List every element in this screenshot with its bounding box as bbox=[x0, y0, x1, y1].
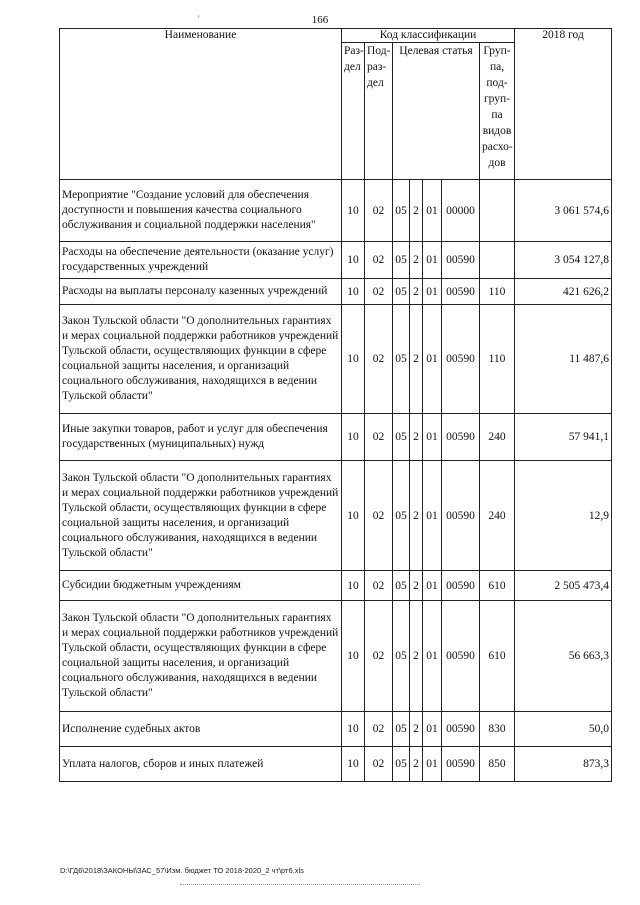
row-razdel: 10 bbox=[342, 461, 365, 571]
row-razdel: 10 bbox=[342, 242, 365, 279]
row-name: Мероприятие "Создание условий для обеспечения доступности и повышения качества социального обслуживания и социальной поддержки населения" bbox=[60, 180, 342, 242]
table-row bbox=[60, 279, 612, 305]
row-target-measure: 01 bbox=[423, 180, 442, 242]
row-name: Субсидии бюджетным учреждениям bbox=[60, 571, 342, 601]
row-target-subprogram: 2 bbox=[410, 712, 423, 747]
row-razdel: 10 bbox=[342, 305, 365, 414]
table-row bbox=[60, 601, 612, 712]
row-target-program: 05 bbox=[393, 571, 410, 601]
row-target-subprogram: 2 bbox=[410, 180, 423, 242]
row-amount: 56 663,3 bbox=[515, 601, 612, 712]
footer-path: D:\ГД6\2018\ЗАКОНЫ\ЗАС_57\Изм. бюджет ТО 2018-2020_2 чт\рт6.xls bbox=[60, 866, 304, 875]
row-expense-group: 610 bbox=[480, 571, 515, 601]
row-target-subprogram: 2 bbox=[410, 242, 423, 279]
row-razdel: 10 bbox=[342, 712, 365, 747]
row-name: Закон Тульской области "О дополнительных гарантиях и мерах социальной поддержки работников учреждений Тульской области, осуществляющих функции в сфере социальной защиты населения, и организаций социального обслуживания, находящихся в ведении Тульской области" bbox=[60, 305, 342, 414]
row-target-program: 05 bbox=[393, 180, 410, 242]
table-row bbox=[60, 305, 612, 414]
row-target-subprogram: 2 bbox=[410, 414, 423, 461]
row-amount: 57 941,1 bbox=[515, 414, 612, 461]
row-target-measure: 01 bbox=[423, 242, 442, 279]
row-target-measure: 01 bbox=[423, 461, 442, 571]
row-amount: 421 626,2 bbox=[515, 279, 612, 305]
row-target-direction: 00590 bbox=[442, 279, 480, 305]
budget-table bbox=[59, 28, 612, 782]
row-expense-group: 830 bbox=[480, 712, 515, 747]
row-podrazdel: 02 bbox=[365, 571, 393, 601]
row-podrazdel: 02 bbox=[365, 601, 393, 712]
table-row bbox=[60, 571, 612, 601]
row-target-direction: 00590 bbox=[442, 414, 480, 461]
row-target-program: 05 bbox=[393, 414, 410, 461]
table-row bbox=[60, 414, 612, 461]
row-name: Закон Тульской области "О дополнительных гарантиях и мерах социальной поддержки работников учреждений Тульской области, осуществляющих функции в сфере социальной защиты населения, и организаций социального обслуживания, находящихся в ведении Тульской области" bbox=[60, 601, 342, 712]
row-name: Иные закупки товаров, работ и услуг для обеспечения государственных (муниципальных) нужд bbox=[60, 414, 342, 461]
row-podrazdel: 02 bbox=[365, 712, 393, 747]
row-target-measure: 01 bbox=[423, 601, 442, 712]
scan-artifact-line bbox=[180, 884, 420, 885]
row-target-program: 05 bbox=[393, 279, 410, 305]
row-amount: 873,3 bbox=[515, 747, 612, 782]
row-podrazdel: 02 bbox=[365, 414, 393, 461]
header-podrazdel: Под- раз- дел bbox=[365, 43, 393, 180]
row-amount: 3 061 574,6 bbox=[515, 180, 612, 242]
table-row bbox=[60, 180, 612, 242]
row-target-direction: 00590 bbox=[442, 747, 480, 782]
row-expense-group: 110 bbox=[480, 305, 515, 414]
row-target-subprogram: 2 bbox=[410, 461, 423, 571]
row-razdel: 10 bbox=[342, 747, 365, 782]
row-amount: 2 505 473,4 bbox=[515, 571, 612, 601]
row-name: Уплата налогов, сборов и иных платежей bbox=[60, 747, 342, 782]
row-expense-group: 110 bbox=[480, 279, 515, 305]
row-target-subprogram: 2 bbox=[410, 747, 423, 782]
row-target-measure: 01 bbox=[423, 305, 442, 414]
row-podrazdel: 02 bbox=[365, 279, 393, 305]
row-expense-group: 850 bbox=[480, 747, 515, 782]
row-target-direction: 00590 bbox=[442, 305, 480, 414]
row-target-measure: 01 bbox=[423, 571, 442, 601]
table-row bbox=[60, 712, 612, 747]
row-target-measure: 01 bbox=[423, 414, 442, 461]
header-name: Наименование bbox=[60, 29, 342, 180]
row-expense-group: 240 bbox=[480, 461, 515, 571]
row-target-subprogram: 2 bbox=[410, 571, 423, 601]
row-podrazdel: 02 bbox=[365, 461, 393, 571]
header-year: 2018 год bbox=[515, 29, 612, 180]
row-target-subprogram: 2 bbox=[410, 601, 423, 712]
header-classification: Код классификации bbox=[342, 29, 515, 43]
row-target-measure: 01 bbox=[423, 279, 442, 305]
header-razdel: Раз- дел bbox=[342, 43, 365, 180]
row-target-program: 05 bbox=[393, 461, 410, 571]
row-amount: 3 054 127,8 bbox=[515, 242, 612, 279]
stray-mark: ' bbox=[198, 14, 200, 24]
row-razdel: 10 bbox=[342, 414, 365, 461]
row-name: Закон Тульской области "О дополнительных гарантиях и мерах социальной поддержки работников учреждений Тульской области, осуществляющих функции в сфере социальной защиты населения, и организаций социального обслуживания, находящихся в ведении Тульской области" bbox=[60, 461, 342, 571]
row-razdel: 10 bbox=[342, 601, 365, 712]
row-target-program: 05 bbox=[393, 601, 410, 712]
row-amount: 11 487,6 bbox=[515, 305, 612, 414]
row-podrazdel: 02 bbox=[365, 305, 393, 414]
row-razdel: 10 bbox=[342, 279, 365, 305]
table-row bbox=[60, 461, 612, 571]
row-target-direction: 00000 bbox=[442, 180, 480, 242]
row-name: Расходы на обеспечение деятельности (оказание услуг) государственных учреждений bbox=[60, 242, 342, 279]
row-amount: 50,0 bbox=[515, 712, 612, 747]
row-target-program: 05 bbox=[393, 747, 410, 782]
row-expense-group bbox=[480, 242, 515, 279]
row-target-program: 05 bbox=[393, 242, 410, 279]
table-row bbox=[60, 242, 612, 279]
row-name: Исполнение судебных актов bbox=[60, 712, 342, 747]
row-podrazdel: 02 bbox=[365, 180, 393, 242]
row-expense-group: 610 bbox=[480, 601, 515, 712]
row-amount: 12,9 bbox=[515, 461, 612, 571]
row-razdel: 10 bbox=[342, 571, 365, 601]
table-row bbox=[60, 747, 612, 782]
row-expense-group: 240 bbox=[480, 414, 515, 461]
row-target-subprogram: 2 bbox=[410, 279, 423, 305]
row-target-program: 05 bbox=[393, 712, 410, 747]
header-target: Целевая статья bbox=[393, 43, 480, 180]
row-podrazdel: 02 bbox=[365, 747, 393, 782]
row-target-subprogram: 2 bbox=[410, 305, 423, 414]
header-group: Груп- па, под- груп- па видов расхо- дов bbox=[480, 43, 515, 180]
row-name: Расходы на выплаты персоналу казенных учреждений bbox=[60, 279, 342, 305]
row-target-measure: 01 bbox=[423, 712, 442, 747]
row-target-direction: 00590 bbox=[442, 601, 480, 712]
row-expense-group bbox=[480, 180, 515, 242]
row-razdel: 10 bbox=[342, 180, 365, 242]
row-target-program: 05 bbox=[393, 305, 410, 414]
row-target-measure: 01 bbox=[423, 747, 442, 782]
row-podrazdel: 02 bbox=[365, 242, 393, 279]
page-number: 166 bbox=[311, 14, 329, 26]
row-target-direction: 00590 bbox=[442, 242, 480, 279]
row-target-direction: 00590 bbox=[442, 461, 480, 571]
row-target-direction: 00590 bbox=[442, 712, 480, 747]
row-target-direction: 00590 bbox=[442, 571, 480, 601]
